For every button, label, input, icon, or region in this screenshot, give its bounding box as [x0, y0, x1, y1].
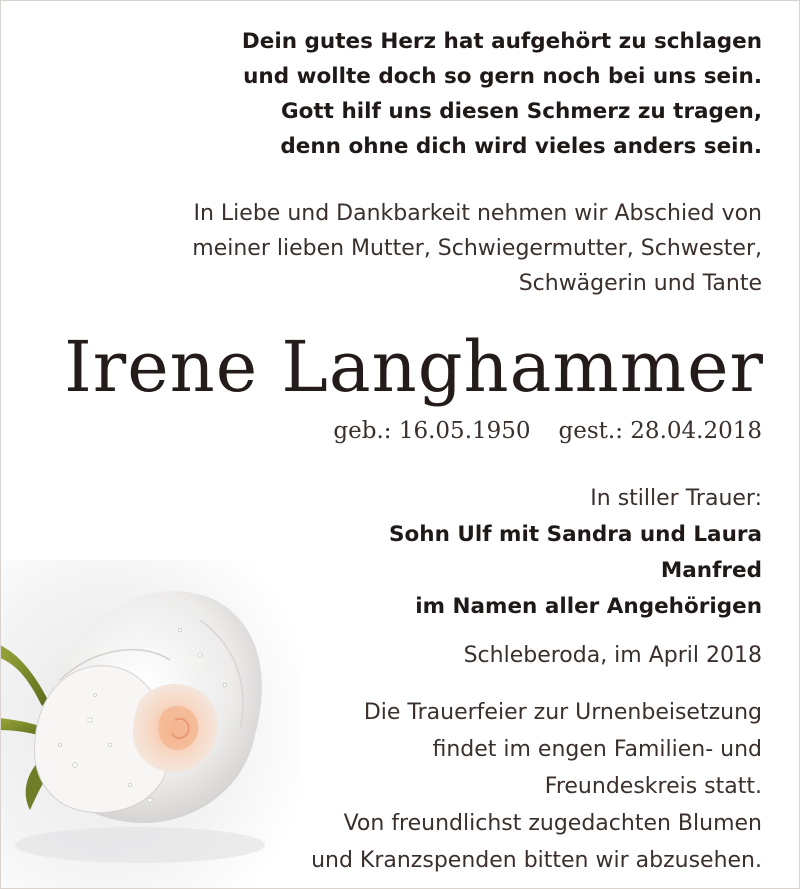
rose-reflection — [15, 827, 265, 863]
ceremony-note: Die Trauerfeier zur Urnenbeisetzung findet im engen Familien- und Freundeskreis statt. Von freundlichst zugedachten Blumen und Kranzspenden bitten wir abzusehen. — [311, 700, 762, 873]
life-dates — [333, 413, 762, 449]
memorial-verse: Dein gutes Herz hat aufgehört zu schlagen und wollte doch so gern noch bei uns sein. Gott hilf uns diesen Schmerz zu tragen, denn ohne dich wird vieles anders sein. — [241, 29, 762, 159]
deceased-name: Irene Langhammer — [64, 326, 764, 408]
mourner-line: Sohn Ulf mit Sandra und Laura — [389, 522, 762, 547]
birth-date: geb.: 16.05.1950 — [333, 418, 531, 444]
mourner-line: im Namen aller Angehörigen — [415, 594, 762, 619]
mourners-list — [389, 517, 762, 625]
white-rose-image — [0, 560, 300, 889]
mourning-label: In stiller Trauer: — [590, 486, 762, 511]
mourner-line: Manfred — [660, 558, 762, 583]
farewell-intro: In Liebe und Dankbarkeit nehmen wir Abschied von meiner lieben Mutter, Schwiegermutter, Schwester, Schwägerin und Tante — [192, 201, 762, 296]
place-and-date: Schleberoda, im April 2018 — [463, 643, 762, 668]
death-date: gest.: 28.04.2018 — [558, 418, 762, 444]
rose-bud — [158, 706, 198, 750]
